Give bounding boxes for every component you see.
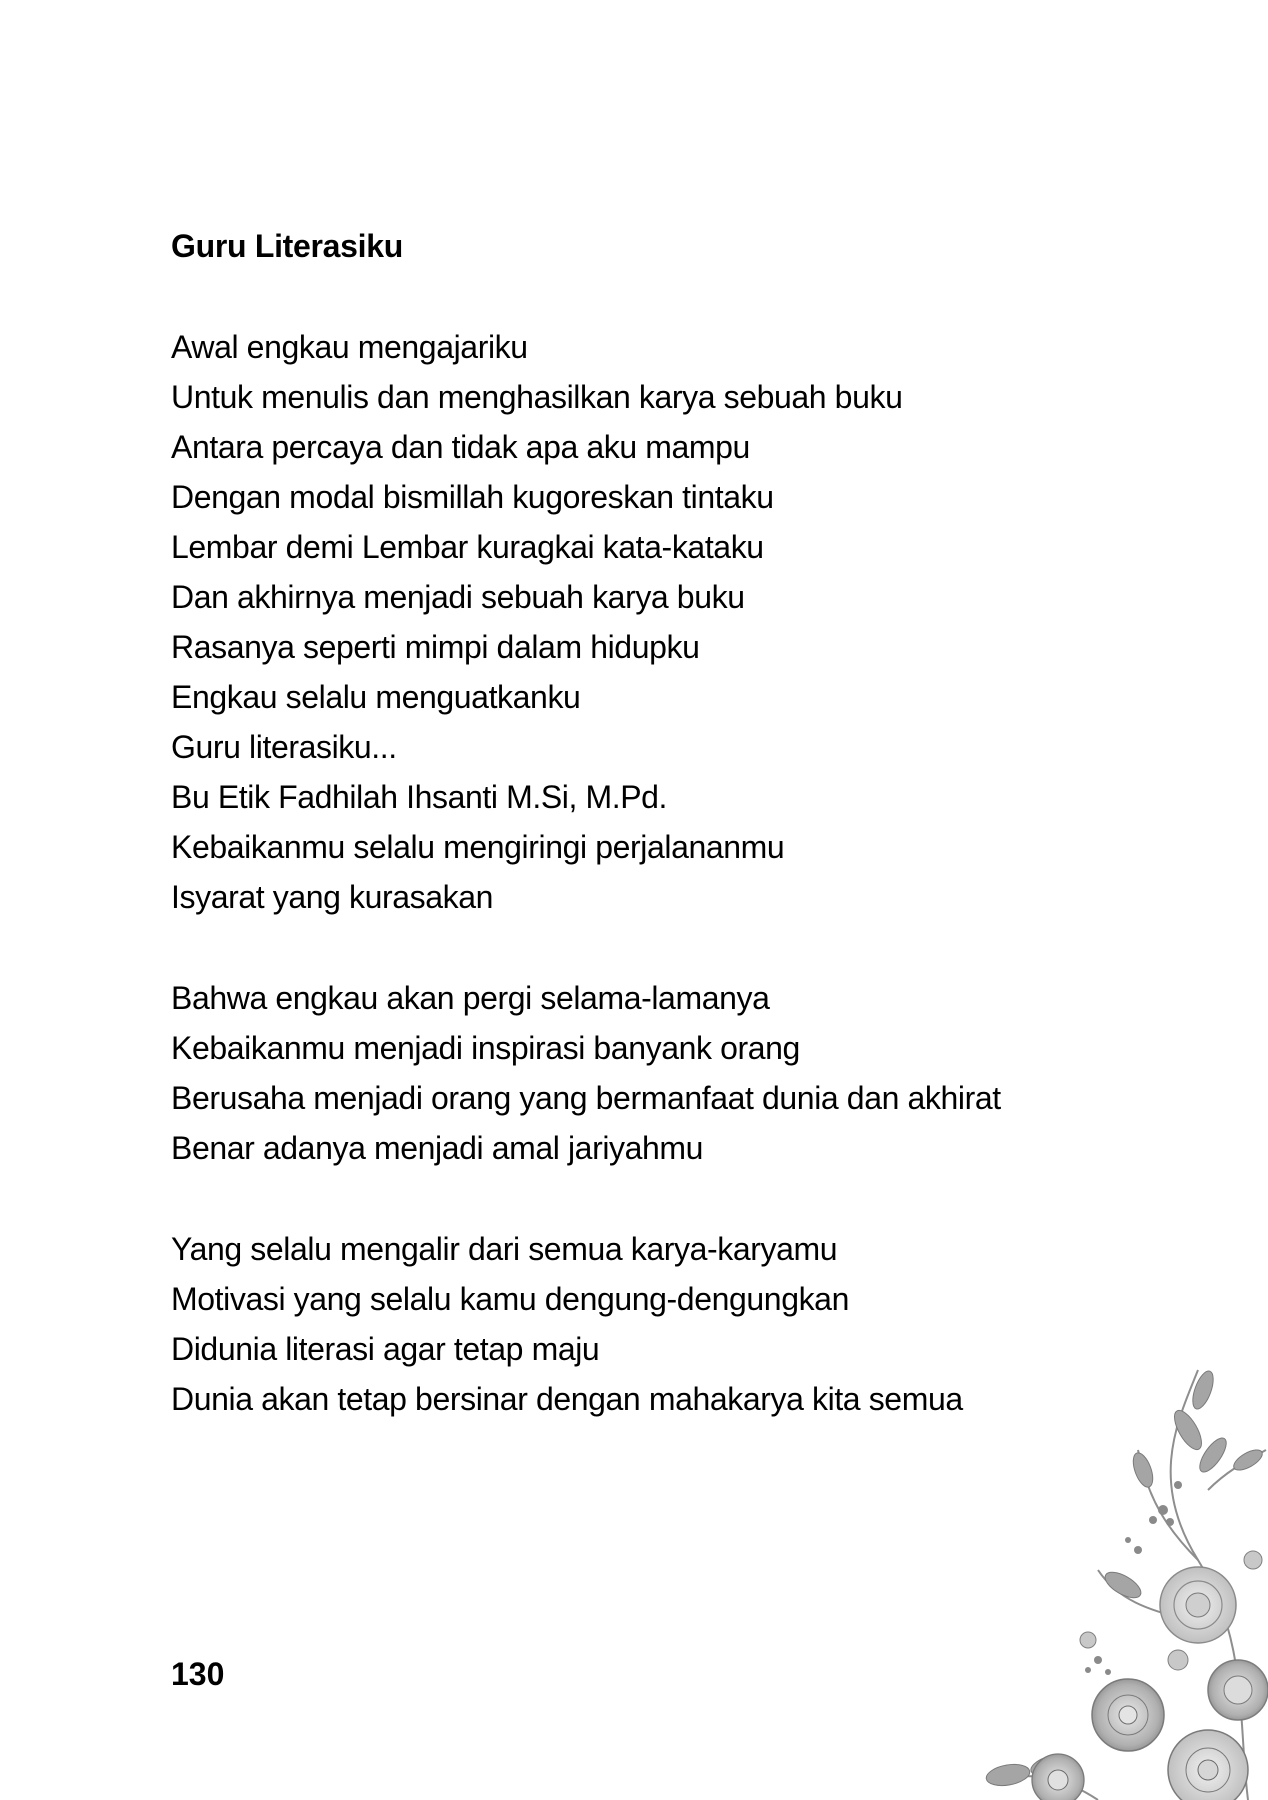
poem-line: Didunia literasi agar tetap maju	[171, 1331, 600, 1367]
poem-line: Isyarat yang kurasakan	[171, 879, 494, 915]
poem-line: Motivasi yang selalu kamu dengung-dengungkan	[171, 1281, 849, 1317]
poem-line: Bu Etik Fadhilah Ihsanti M.Si, M.Pd.	[171, 779, 668, 815]
poem-title: Guru Literasiku	[171, 228, 404, 264]
poem-line: Guru literasiku...	[171, 729, 397, 765]
page-number: 130	[171, 1656, 225, 1692]
stanza-2	[171, 973, 1001, 1173]
stanza-3	[171, 1224, 963, 1424]
poem-line: Berusaha menjadi orang yang bermanfaat dunia dan akhirat	[171, 1080, 1001, 1116]
poem-line: Dunia akan tetap bersinar dengan mahakarya kita semua	[171, 1381, 963, 1417]
poem-line: Lembar demi Lembar kuragkai kata-kataku	[171, 529, 764, 565]
poem-line: Untuk menulis dan menghasilkan karya sebuah buku	[171, 379, 903, 415]
poem-line: Dengan modal bismillah kugoreskan tintaku	[171, 479, 774, 515]
poem-line: Engkau selalu menguatkanku	[171, 679, 581, 715]
poem-line: Kebaikanmu menjadi inspirasi banyank orang	[171, 1030, 800, 1066]
stanza-1	[171, 322, 902, 922]
poem-line: Kebaikanmu selalu mengiringi perjalananmu	[171, 829, 785, 865]
poem-line: Benar adanya menjadi amal jariyahmu	[171, 1130, 704, 1166]
poem-line: Awal engkau mengajariku	[171, 329, 528, 365]
poem-line: Dan akhirnya menjadi sebuah karya buku	[171, 579, 745, 615]
floral-corner-icon	[948, 1360, 1268, 1800]
poem-line: Yang selalu mengalir dari semua karya-karyamu	[171, 1231, 838, 1267]
poem-line: Rasanya seperti mimpi dalam hidupku	[171, 629, 700, 665]
poem-line: Bahwa engkau akan pergi selama-lamanya	[171, 980, 770, 1016]
poem-line: Antara percaya dan tidak apa aku mampu	[171, 429, 750, 465]
